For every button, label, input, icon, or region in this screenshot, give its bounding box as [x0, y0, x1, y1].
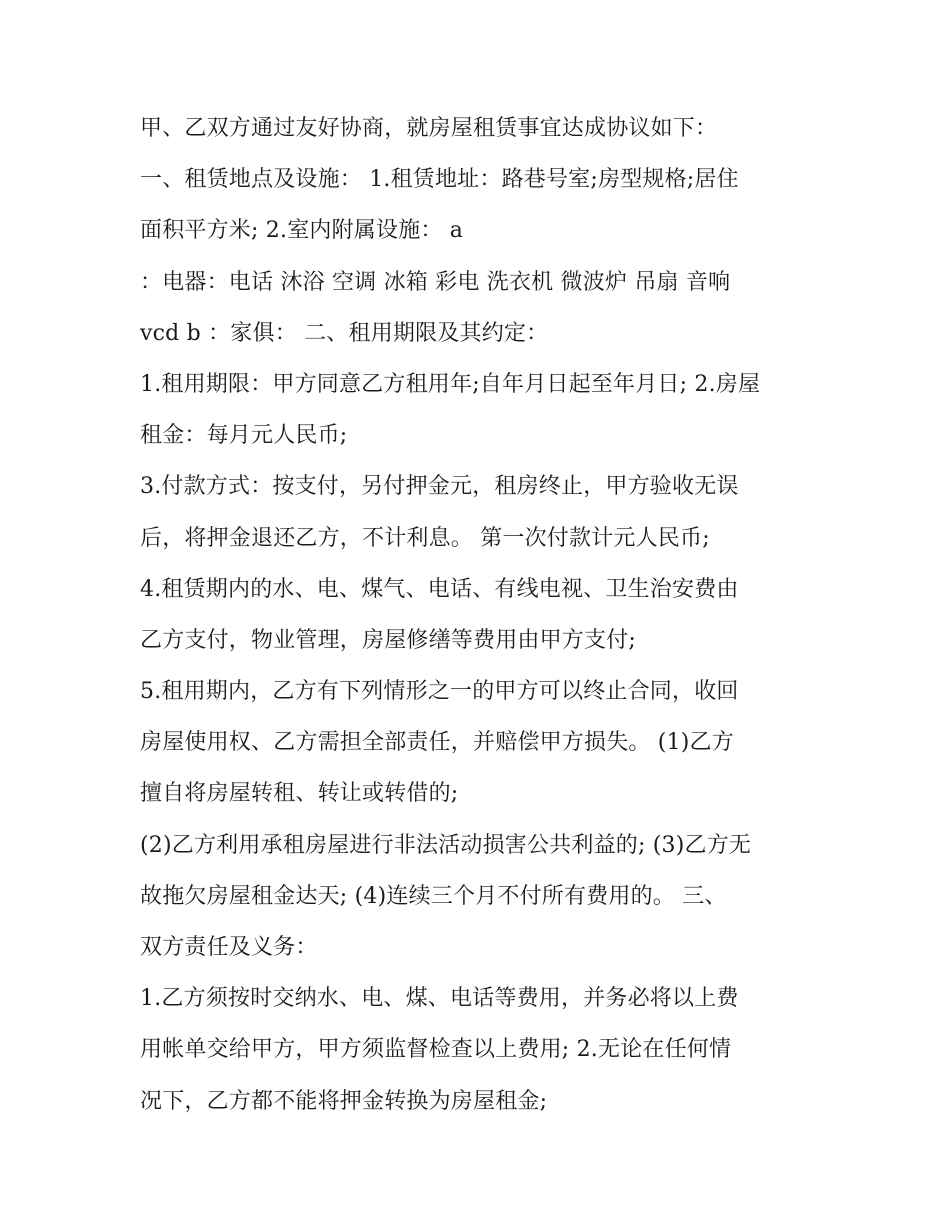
contract-body — [140, 103, 840, 1127]
text-line: (2)乙方利用承租房屋进行非法活动损害公共利益的; (3)乙方无 — [140, 832, 752, 858]
text-line: 用帐单交给甲方，甲方须监督检查以上费用; 2.无论在任何情 — [140, 1037, 732, 1063]
text-line: 3.付款方式：按支付，另付押金元，租房终止，甲方验收无误 — [140, 474, 739, 500]
text-line: 故拖欠房屋租金达天; (4)连续三个月不付所有费用的。 三、 — [140, 883, 727, 909]
text-line: 5.租用期内，乙方有下列情形之一的甲方可以终止合同，收回 — [140, 679, 739, 705]
text-line: 后，将押金退还乙方，不计利息。 第一次付款计元人民币; — [140, 525, 710, 551]
text-line: 房屋使用权、乙方需担全部责任，并赔偿甲方损失。 (1)乙方 — [140, 730, 734, 756]
text-line: 双方责任及义务： — [140, 935, 318, 960]
text-line: 租金：每月元人民币; — [140, 423, 348, 449]
text-line: 一、租赁地点及设施： 1.租赁地址：路巷号室;房型规格;居住 — [140, 167, 739, 193]
text-line: 面积平方米; 2.室内附属设施： a — [140, 218, 464, 244]
text-line: 1.租用期限：甲方同意乙方租用年;自年月日起至年月日; 2.房屋 — [140, 371, 761, 397]
text-line: 1.乙方须按时交纳水、电、煤、电话等费用，并务必将以上费 — [140, 986, 739, 1012]
text-line: ：电器：电话 沐浴 空调 冰箱 彩电 洗衣机 微波炉 吊扇 音响 — [140, 269, 731, 295]
text-line: 况下，乙方都不能将押金转换为房屋租金; — [140, 1088, 548, 1114]
text-line: 4.租赁期内的水、电、煤气、电话、有线电视、卫生治安费由 — [140, 576, 739, 602]
text-line: 擅自将房屋转租、转让或转借的; — [140, 781, 459, 807]
text-line: vcd b ：家俱： 二、租用期限及其约定： — [140, 320, 549, 346]
text-line: 甲、乙双方通过友好协商，就房屋租赁事宜达成协议如下： — [140, 116, 718, 141]
text-line: 乙方支付，物业管理，房屋修缮等费用由甲方支付; — [140, 627, 637, 653]
